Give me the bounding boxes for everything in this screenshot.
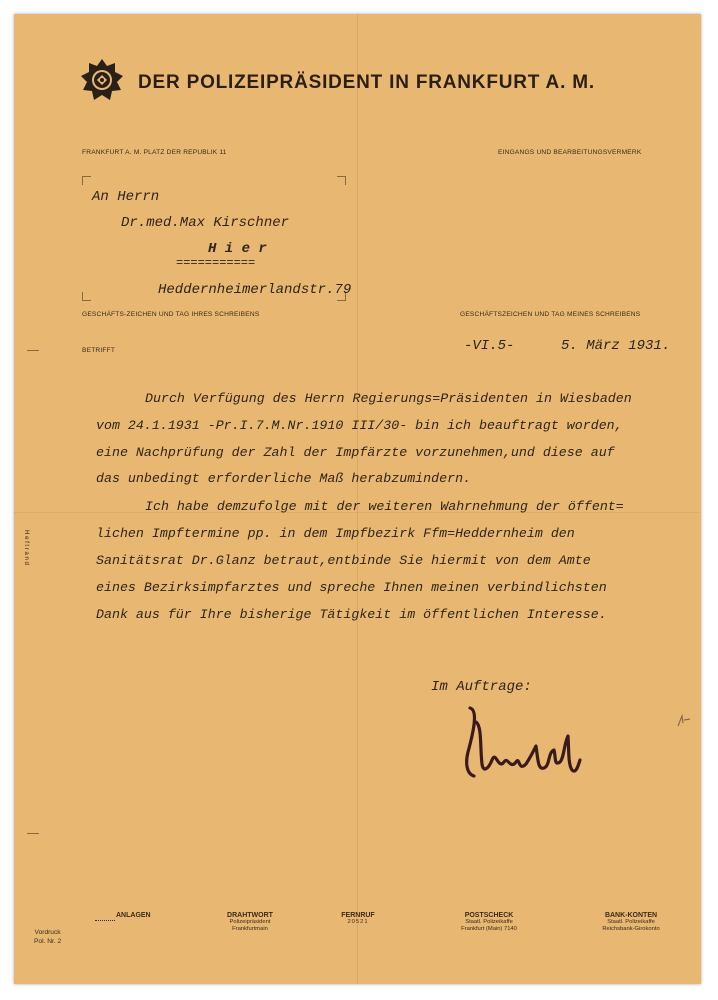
bank-value: Staatl. Polizeikaffe xyxy=(607,919,655,925)
recipient-location: H i e r xyxy=(208,241,267,257)
recipient-street: Heddernheimerlandstr.79 xyxy=(158,282,352,298)
my-reference-label: GESCHÄFTSZEICHEN UND TAG MEINES SCHREIBENS xyxy=(460,311,641,318)
binding-margin-label: Heftrand xyxy=(23,530,30,567)
fernruf-value: 20521 xyxy=(347,919,369,925)
form-number-line: Pol. Nr. 2 xyxy=(34,938,62,945)
letterhead-address: FRANKFURT A. M. PLATZ DER REPUBLIK 11 xyxy=(82,149,227,156)
bank-value: Reichsbank-Girokonto xyxy=(602,926,660,932)
body-line: eines Bezirksimpfarztes und spreche Ihnen meinen verbindlichsten xyxy=(96,580,607,595)
handwritten-signature xyxy=(452,700,592,785)
postscheck-value: Frankfurt (Main) 7140 xyxy=(461,926,517,932)
body-line: Sanitätsrat Dr.Glanz betraut,entbinde Sie hiermit von dem Amte xyxy=(96,553,591,568)
recipient-underline: =========== xyxy=(176,256,256,270)
fernruf-label: FERNRUF xyxy=(341,912,375,919)
window-corner-mark xyxy=(82,176,91,185)
anlagen-dotted-line xyxy=(95,920,115,921)
drahtwort-value: Frankfurtmain xyxy=(232,926,268,932)
bank-block xyxy=(584,912,678,933)
drahtwort-label: DRAHTWORT xyxy=(227,912,273,919)
postscheck-value: Staatl. Polizeikaffe xyxy=(465,919,513,925)
body-line: das unbedingt erforderliche Maß herabzumindern. xyxy=(96,471,472,486)
bank-label: BANK-KONTEN xyxy=(604,912,658,919)
body-line: lichen Impftermine pp. in dem Impfbezirk Ffm=Heddernheim den xyxy=(96,526,575,541)
recipient-salutation: An Herrn xyxy=(92,189,160,205)
fernruf-block xyxy=(328,912,388,926)
body-line: Durch Verfügung des Herrn Regierungs=Präsidenten in Wiesbaden xyxy=(145,391,632,406)
reference-code: -VI.5- xyxy=(464,338,515,354)
form-number-line: Vordruck xyxy=(34,929,61,936)
body-line: Ich habe demzufolge mit der weiteren Wahrnehmung der öffent= xyxy=(145,499,624,514)
letterhead-title: DER POLIZEIPRÄSIDENT IN FRANKFURT A. M. xyxy=(138,72,595,93)
police-star-emblem-icon xyxy=(80,58,124,102)
drahtwort-block xyxy=(210,912,290,933)
body-line: vom 24.1.1931 -Pr.I.7.M.Nr.1910 III/30- bin ich beauftragt worden, xyxy=(96,418,623,433)
your-reference-label: GESCHÄFTS-ZEICHEN UND TAG IHRES SCHREIBENS xyxy=(82,311,260,318)
anlagen-label: ANLAGEN xyxy=(116,912,151,919)
reference-date: 5. März 1931. xyxy=(561,338,671,354)
margin-pencil-mark xyxy=(676,714,692,728)
drahtwort-value: Polizeipräsident xyxy=(229,919,271,925)
body-line: Dank aus für Ihre bisherige Tätigkeit im öffentlichen Interesse. xyxy=(96,607,607,622)
window-corner-mark xyxy=(337,176,346,185)
form-number xyxy=(34,928,61,946)
postscheck-label: POSTSCHECK xyxy=(464,912,514,919)
postscheck-block xyxy=(444,912,534,933)
body-line: eine Nachprüfung der Zahl der Impfärzte vorzunehmen,und diese auf xyxy=(96,445,615,460)
receipt-note-label: EINGANGS UND BEARBEITUNGSVERMERK xyxy=(498,149,642,156)
window-corner-mark xyxy=(82,292,91,301)
recipient-name: Dr.med.Max Kirschner xyxy=(121,215,290,231)
left-margin-tick xyxy=(27,350,39,351)
left-margin-tick xyxy=(27,833,39,834)
subject-label: BETRIFFT xyxy=(82,347,116,354)
on-behalf-label: Im Auftrage: xyxy=(431,679,532,695)
